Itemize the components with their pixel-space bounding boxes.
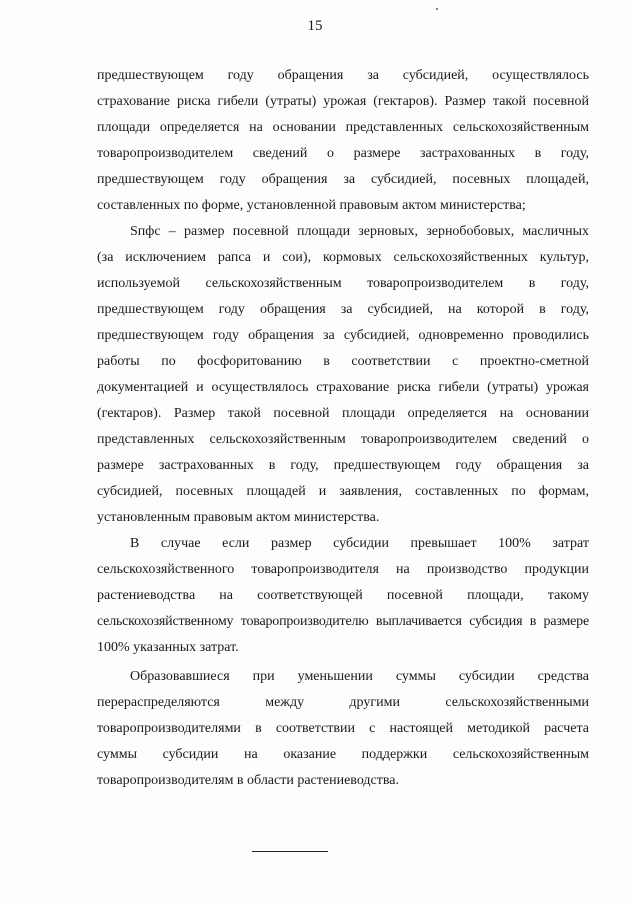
text-line: сельскохозяйственному товаропроизводителю выплачивается субсидия в размере <box>97 614 589 629</box>
page-number: 15 <box>307 18 323 34</box>
text-line: перераспределяются между другими сельскохозяйственными <box>97 695 589 710</box>
text-line: предшествующем году обращения за субсидией, осуществлялось <box>97 68 589 83</box>
text-line: товаропроизводителями в соответствии с настоящей методикой расчета <box>97 721 589 736</box>
text-line: сельскохозяйственного товаропроизводителя на производство продукции <box>97 562 589 577</box>
text-line: 100% указанных затрат. <box>97 640 239 655</box>
text-line: документацией и осуществлялось страхование риска гибели (утраты) урожая <box>97 380 589 395</box>
text-line: товаропроизводителем сведений о размере застрахованных в году, <box>97 146 589 161</box>
text-line: товаропроизводителям в области растениеводства. <box>97 773 400 788</box>
text-line: предшествующем году обращения за субсидией, посевных площадей, <box>97 172 589 187</box>
text-line: предшествующем году обращения за субсидией, одновременно проводились <box>97 328 589 343</box>
text-line: представленных сельскохозяйственным товаропроизводителем сведений о <box>97 432 589 447</box>
text-line: используемой сельскохозяйственным товаропроизводителем в году, <box>97 276 589 291</box>
scan-artifact <box>436 8 438 10</box>
text-line: В случае если размер субсидии превышает 100% затрат <box>130 536 589 551</box>
text-line: работы по фосфоритованию в соответствии с проектно-сметной <box>97 354 589 369</box>
end-separator-line <box>252 851 328 852</box>
text-line: суммы субсидии на оказание поддержки сельскохозяйственным <box>97 747 589 762</box>
text-line: предшествующем году обращения за субсидией, на которой в году, <box>97 302 589 317</box>
text-line: растениеводства на соответствующей посевной площади, такому <box>97 588 589 603</box>
text-line: (гектаров). Размер такой посевной площади определяется на основании <box>97 406 589 421</box>
text-line: размере застрахованных в году, предшествующем году обращения за <box>97 458 589 473</box>
text-line: Образовавшиеся при уменьшении суммы субсидии средства <box>130 669 589 684</box>
text-line: площади определяется на основании представленных сельскохозяйственным <box>97 120 589 135</box>
text-line: субсидией, посевных площадей и заявления, составленных по формам, <box>97 484 589 499</box>
text-line: (за исключением рапса и сои), кормовых сельскохозяйственных культур, <box>97 250 589 265</box>
text-line: установленным правовым актом министерства. <box>97 510 380 525</box>
text-line: Sпфс – размер посевной площади зерновых, зернобобовых, масличных <box>130 224 589 239</box>
text-line: страхование риска гибели (утраты) урожая (гектаров). Размер такой посевной <box>97 94 589 109</box>
text-line: составленных по форме, установленной правовым актом министерства; <box>97 198 526 213</box>
